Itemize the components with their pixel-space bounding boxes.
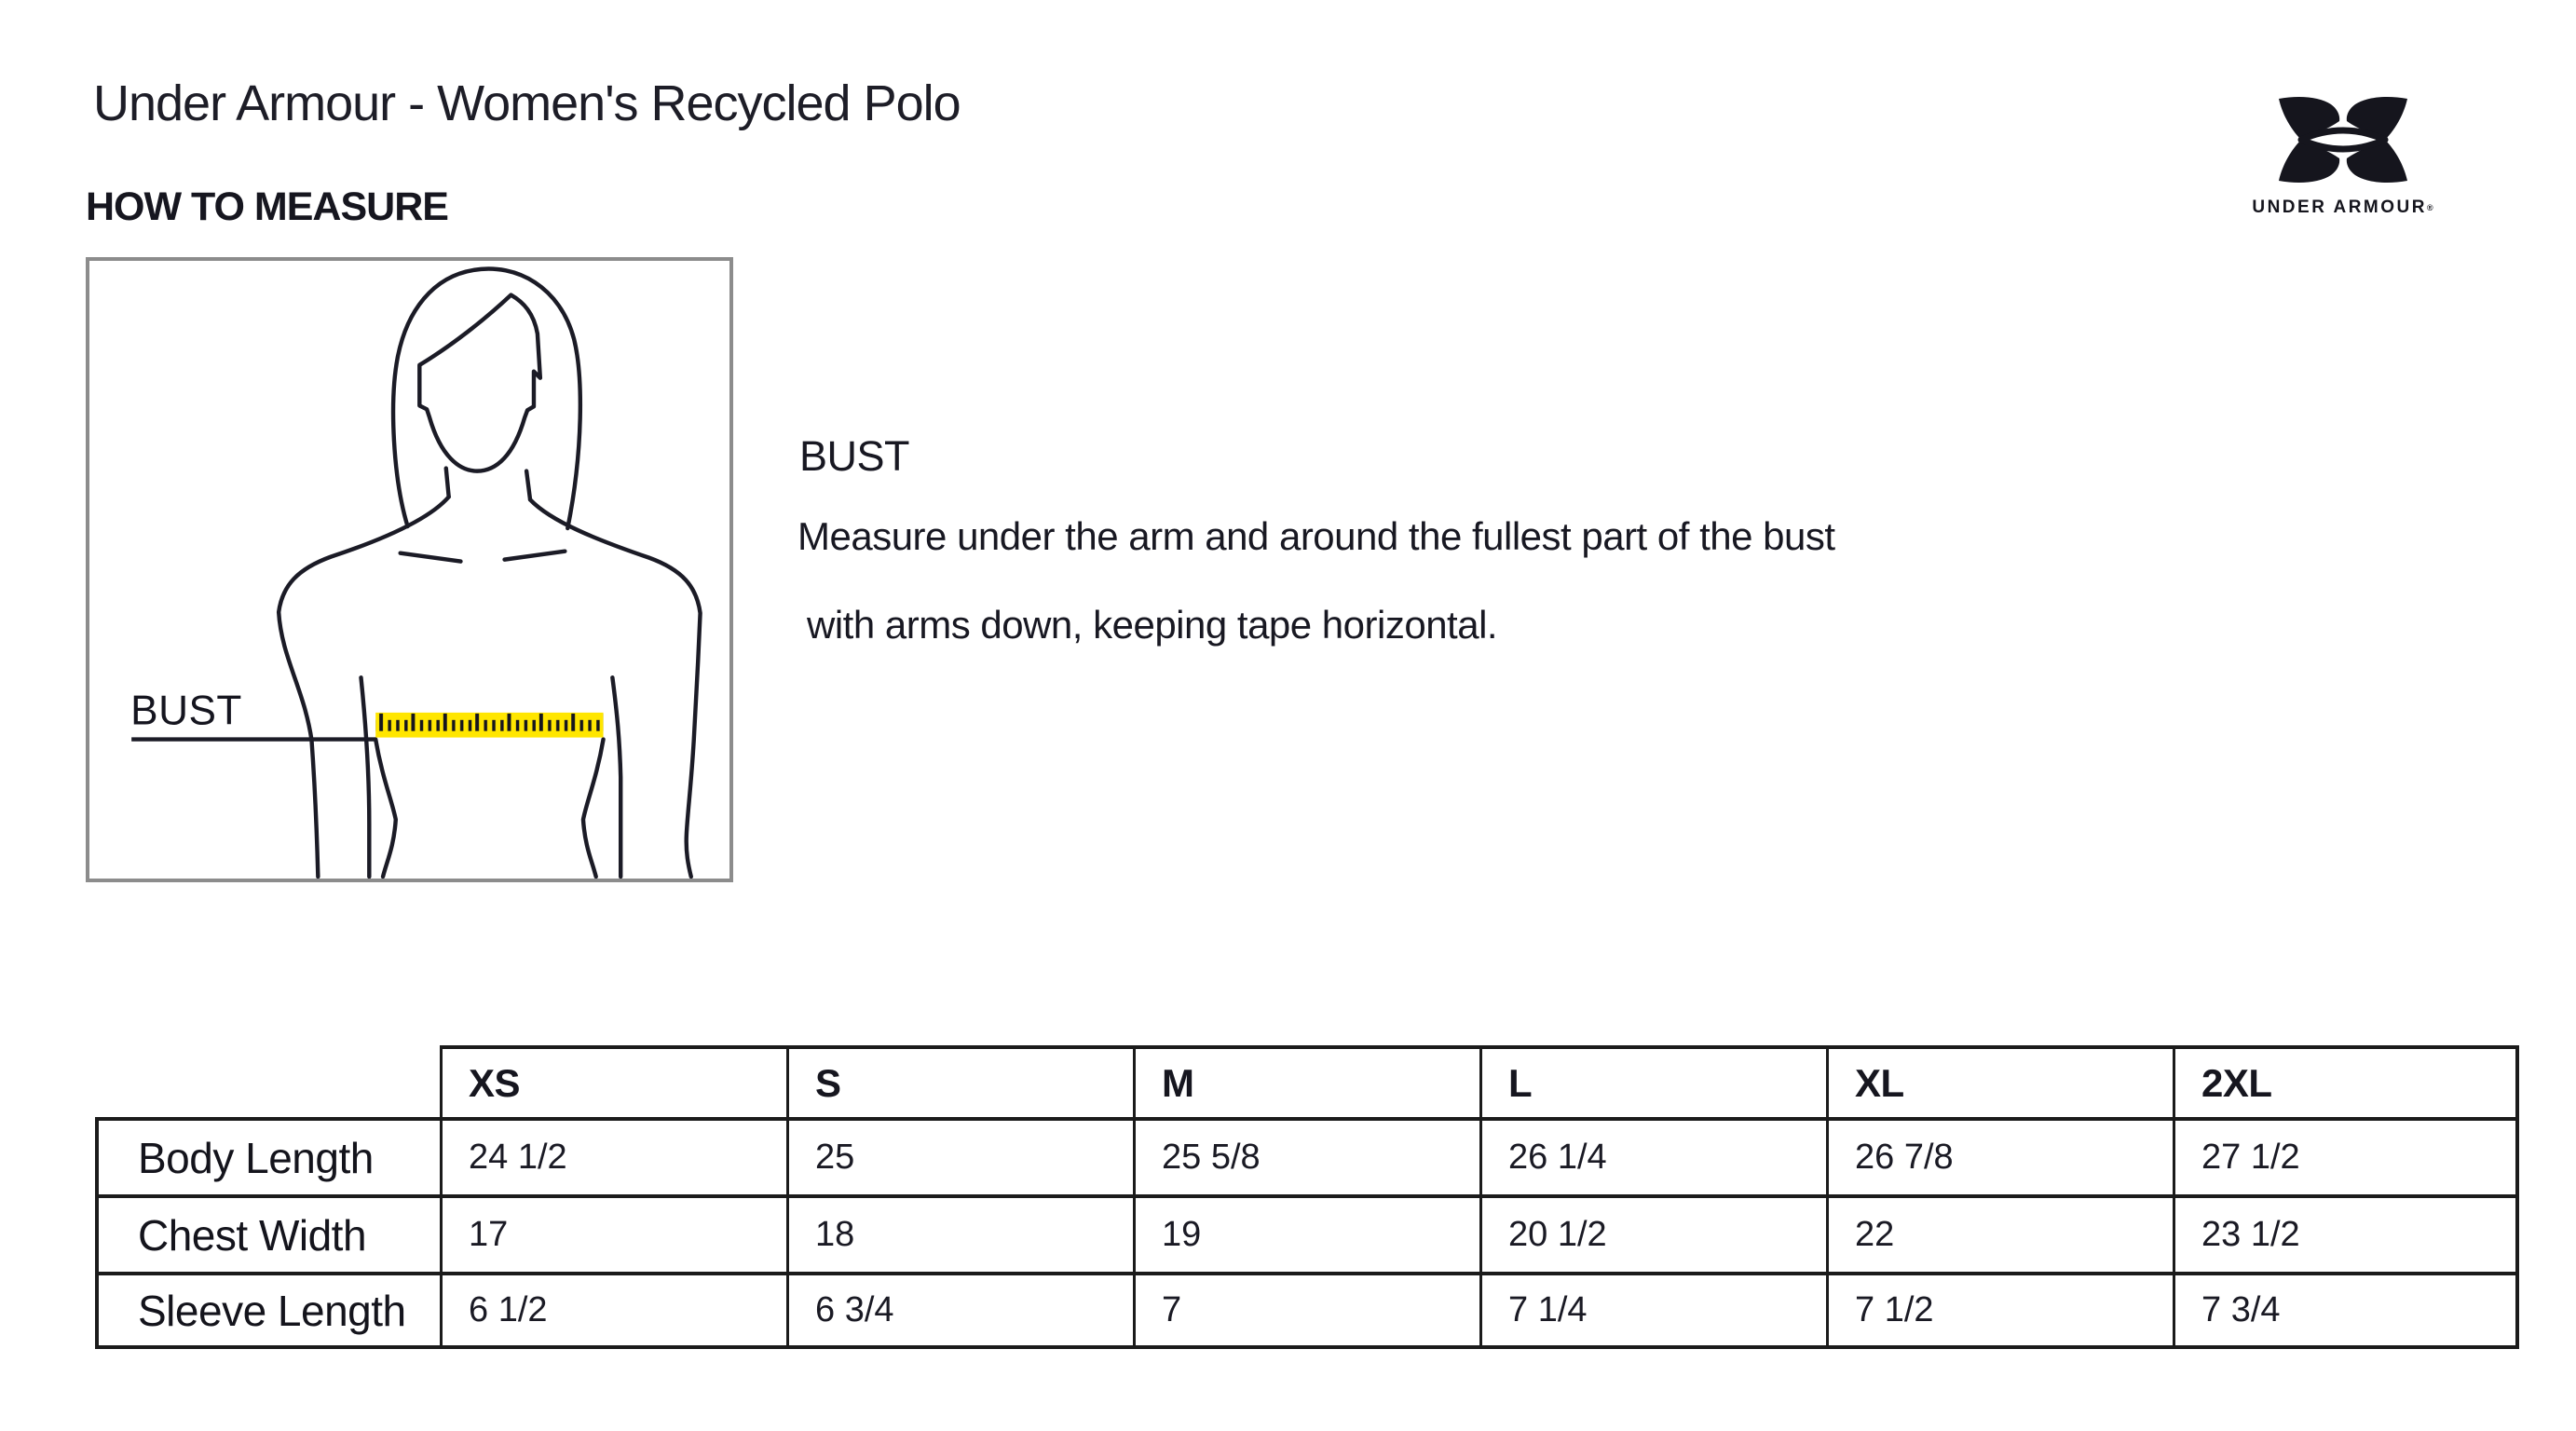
- neck-right-line: [526, 471, 530, 500]
- size-value-cell: 6 1/2: [440, 1272, 786, 1349]
- size-value-cell: 25 5/8: [1133, 1117, 1479, 1194]
- right-collarbone-line: [505, 552, 566, 560]
- size-value-cell: 7 3/4: [2173, 1272, 2519, 1349]
- size-column-header: S: [786, 1045, 1133, 1117]
- size-value-cell: 7 1/4: [1479, 1272, 1826, 1349]
- row-label: Chest Width: [95, 1194, 440, 1272]
- face-outline: [419, 295, 540, 471]
- under-armour-wordmark: [2228, 198, 2457, 218]
- size-value-cell: 27 1/2: [2173, 1117, 2519, 1194]
- size-value-cell: 24 1/2: [440, 1117, 786, 1194]
- bust-tape-measure: [375, 713, 603, 738]
- size-column-header: L: [1479, 1045, 1826, 1117]
- under-armour-logo: [2228, 93, 2457, 218]
- right-inner-arm-line: [612, 677, 620, 877]
- left-torso-line: [375, 740, 396, 877]
- bust-instruction-line-2: with arms down, keeping tape horizontal.: [807, 603, 1498, 647]
- size-value-cell: 26 1/4: [1479, 1117, 1826, 1194]
- bust-instruction-line-1: Measure under the arm and around the fullest part of the bust: [797, 514, 1835, 558]
- under-armour-logo-mark: [2273, 93, 2413, 186]
- row-label: Sleeve Length: [95, 1272, 440, 1349]
- wordmark-text: UNDER ARMOUR: [2252, 198, 2427, 217]
- section-heading: HOW TO MEASURE: [86, 184, 448, 229]
- woman-outline-illustration: [89, 261, 729, 879]
- size-value-cell: 7: [1133, 1272, 1479, 1349]
- table-corner-spacer: [95, 1045, 440, 1117]
- size-column-header: XL: [1826, 1045, 2173, 1117]
- size-value-cell: 23 1/2: [2173, 1194, 2519, 1272]
- size-value-cell: 19: [1133, 1194, 1479, 1272]
- size-table: [95, 1045, 2519, 1349]
- size-value-cell: 25: [786, 1117, 1133, 1194]
- size-value-cell: 7 1/2: [1826, 1272, 2173, 1349]
- left-inner-arm-line: [361, 677, 369, 877]
- size-value-cell: 18: [786, 1194, 1133, 1272]
- size-column-header: 2XL: [2173, 1045, 2519, 1117]
- size-value-cell: 22: [1826, 1194, 2173, 1272]
- size-value-cell: 6 3/4: [786, 1272, 1133, 1349]
- measurement-figure-box: [86, 257, 733, 882]
- registered-trademark-icon: ®: [2426, 203, 2433, 212]
- right-torso-line: [583, 740, 604, 877]
- size-column-header: M: [1133, 1045, 1479, 1117]
- neck-left-line: [446, 469, 449, 497]
- size-value-cell: 26 7/8: [1826, 1117, 2173, 1194]
- size-column-header: XS: [440, 1045, 786, 1117]
- bust-figure-label: BUST: [130, 688, 242, 734]
- row-label: Body Length: [95, 1117, 440, 1194]
- left-collarbone-line: [401, 553, 461, 562]
- bust-heading: BUST: [799, 432, 910, 480]
- size-value-cell: 20 1/2: [1479, 1194, 1826, 1272]
- page-title: Under Armour - Women's Recycled Polo: [93, 75, 961, 131]
- size-value-cell: 17: [440, 1194, 786, 1272]
